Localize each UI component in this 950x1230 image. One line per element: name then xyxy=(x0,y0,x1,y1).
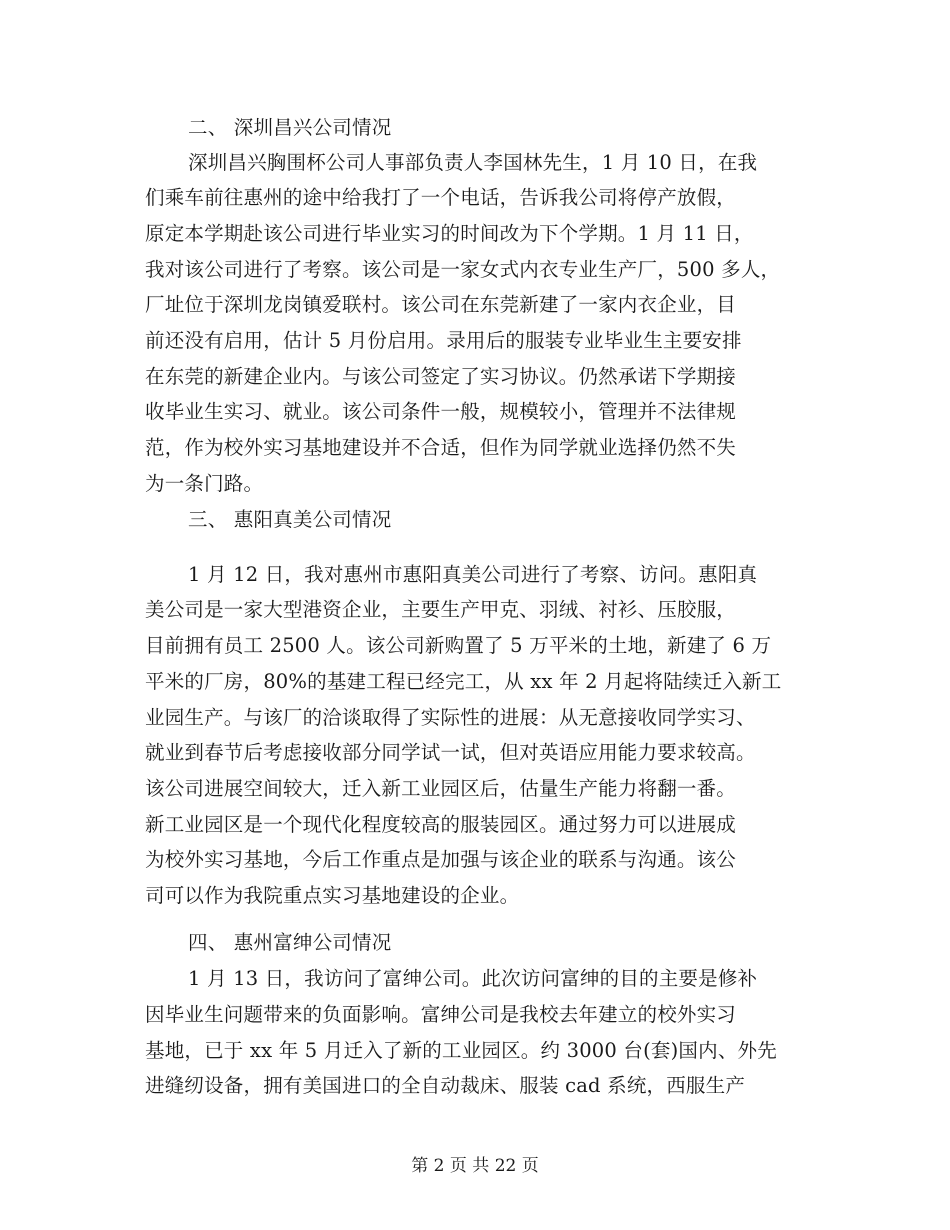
paragraph-line: 进缝纫设备，拥有美国进口的全自动裁床、服装 cad 系统，西服生产 xyxy=(145,1074,746,1097)
paragraph-line: 该公司进展空间较大，迁入新工业园区后，估量生产能力将翻一番。 xyxy=(145,777,737,800)
section-heading-2: 二、 深圳昌兴公司情况 xyxy=(188,116,392,139)
paragraph-line: 司可以作为我院重点实习基地建设的企业。 xyxy=(145,884,520,907)
paragraph-line: 为校外实习基地，今后工作重点是加强与该企业的联系与沟通。该公 xyxy=(145,848,737,871)
paragraph-line: 深圳昌兴胸围杯公司人事部负责人李国林先生，1 月 10 日，在我 xyxy=(188,151,758,174)
paragraph-line: 因毕业生问题带来的负面影响。富绅公司是我校去年建立的校外实习 xyxy=(145,1003,737,1026)
paragraph-line: 目前拥有员工 2500 人。该公司新购置了 5 万平米的土地，新建了 6 万 xyxy=(145,634,772,657)
paragraph-line: 厂址位于深圳龙岗镇爱联村。该公司在东莞新建了一家内衣企业，目 xyxy=(145,293,737,316)
section-heading-4: 四、 惠州富绅公司情况 xyxy=(188,931,392,954)
paragraph-line: 为一条门路。 xyxy=(145,472,264,495)
paragraph-line: 在东莞的新建企业内。与该公司签定了实习协议。仍然承诺下学期接 xyxy=(145,365,737,388)
paragraph-line: 基地，已于 xx 年 5 月迁入了新的工业园区。约 3000 台(套)国内、外先 xyxy=(145,1039,777,1062)
paragraph-line: 新工业园区是一个现代化程度较高的服装园区。通过努力可以进展成 xyxy=(145,813,737,836)
paragraph-line: 美公司是一家大型港资企业，主要生产甲克、羽绒、衬衫、压胶服， xyxy=(145,598,737,621)
paragraph-line: 们乘车前往惠州的途中给我打了一个电话，告诉我公司将停产放假， xyxy=(145,186,737,209)
paragraph-line: 范，作为校外实习基地建设并不合适，但作为同学就业选择仍然不失 xyxy=(145,436,737,459)
paragraph-line: 收毕业生实习、就业。该公司条件一般，规模较小，管理并不法律规 xyxy=(145,400,737,423)
paragraph-line: 我对该公司进行了考察。该公司是一家女式内衣专业生产厂，500 多人， xyxy=(145,258,781,281)
page-number-footer: 第 2 页 共 22 页 xyxy=(411,1156,539,1176)
paragraph-line: 1 月 12 日，我对惠州市惠阳真美公司进行了考察、访问。惠阳真 xyxy=(188,563,758,586)
paragraph-line: 前还没有启用，估计 5 月份启用。录用后的服装专业毕业生主要安排 xyxy=(145,329,742,352)
section-heading-3: 三、 惠阳真美公司情况 xyxy=(188,508,392,531)
paragraph-line: 就业到春节后考虑接收部分同学试一试，但对英语应用能力要求较高。 xyxy=(145,741,756,764)
paragraph-line: 平米的厂房，80%的基建工程已经完工，从 xx 年 2 月起将陆续迁入新工 xyxy=(145,670,782,693)
paragraph-line: 业园生产。与该厂的洽谈取得了实际性的进展：从无意接收同学实习、 xyxy=(145,706,756,729)
paragraph-line: 1 月 13 日，我访问了富绅公司。此次访问富绅的目的主要是修补 xyxy=(188,967,758,990)
paragraph-line: 原定本学期赴该公司进行毕业实习的时间改为下个学期。1 月 11 日， xyxy=(145,222,754,245)
